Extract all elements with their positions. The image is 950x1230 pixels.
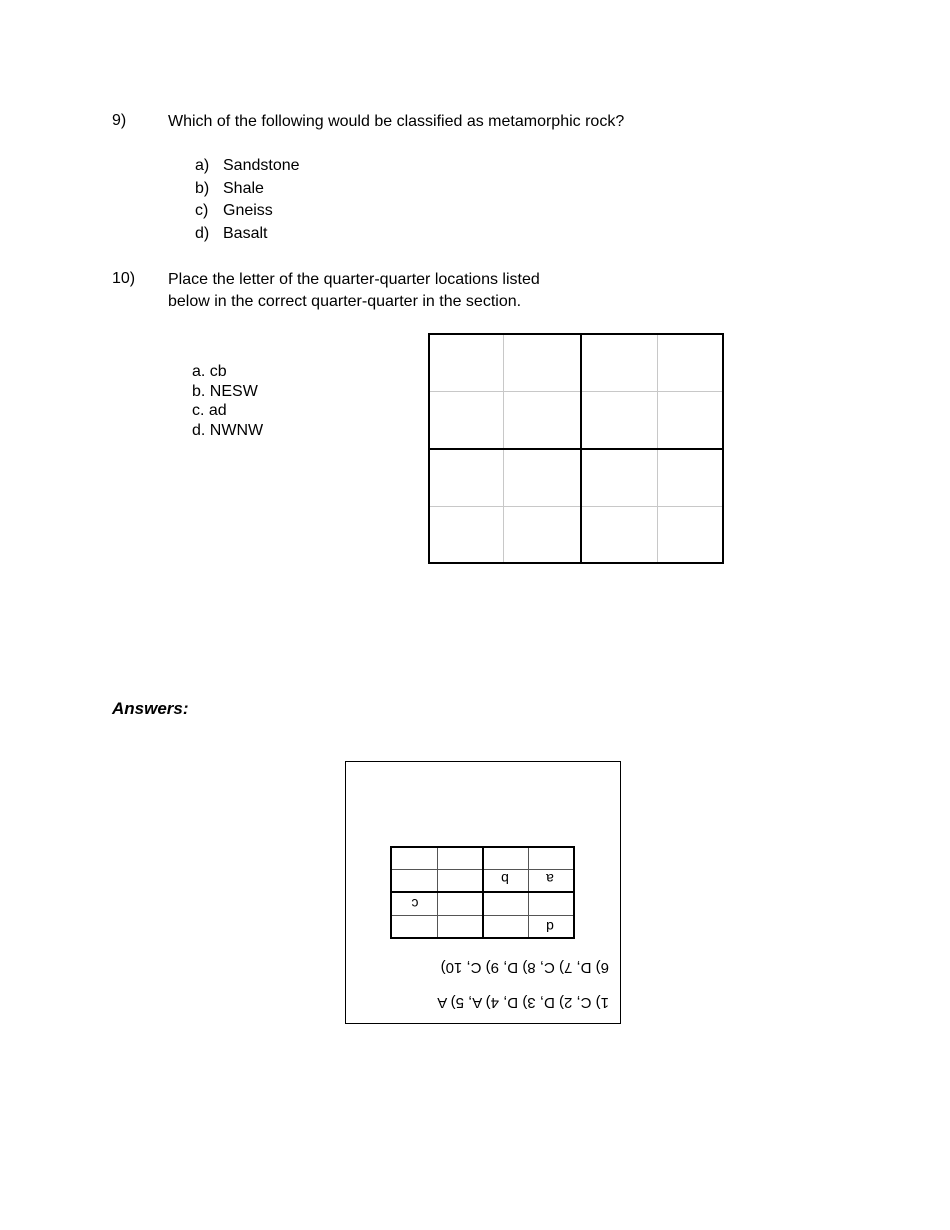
- option-label: Gneiss: [223, 202, 273, 219]
- location-item: b. NESW: [192, 383, 258, 400]
- answer-grid-letter-d: d: [546, 919, 554, 935]
- option-label: Shale: [223, 180, 264, 197]
- question-9-number: 9): [112, 112, 127, 129]
- answer-grid-letter-a: a: [546, 871, 554, 887]
- option-letter: d): [195, 225, 210, 242]
- option-label: Basalt: [223, 225, 268, 242]
- section-grid: [428, 333, 724, 564]
- grid-line: [430, 448, 722, 450]
- answer-key-box: [345, 761, 621, 1024]
- answer-line-1: 1) C, 2) D, 3) D, 4) A, 5) A: [437, 994, 609, 1011]
- option-b: [195, 180, 264, 198]
- question-10-text-line2: below in the correct quarter-quarter in the section.: [168, 293, 522, 310]
- option-letter: b): [195, 180, 210, 197]
- question-10-number: 10): [112, 270, 136, 287]
- grid-line: [430, 506, 722, 507]
- location-item: a. cb: [192, 363, 227, 380]
- answer-grid-letter-b: b: [501, 871, 509, 887]
- answer-key-upside-down: [346, 762, 620, 1023]
- option-a: [195, 157, 300, 175]
- question-10-text-line1: Place the letter of the quarter-quarter locations listed: [168, 271, 540, 288]
- grid-line: [392, 891, 573, 893]
- option-d: [195, 225, 267, 243]
- answer-line-2: 6) D, 7) C, 8) D, 9) C, 10): [440, 959, 609, 976]
- location-item: d. NWNW: [192, 422, 264, 439]
- answers-heading: Answers:: [112, 699, 189, 718]
- question-9-text: Which of the following would be classified as metamorphic rock?: [168, 113, 625, 130]
- option-letter: a): [195, 157, 210, 174]
- grid-line: [430, 391, 722, 392]
- option-c: [195, 202, 273, 220]
- location-item: c. ad: [192, 402, 227, 419]
- option-label: Sandstone: [223, 157, 300, 174]
- option-letter: c): [195, 202, 209, 219]
- answer-grid: [390, 846, 575, 939]
- answer-grid-letter-c: c: [411, 896, 419, 912]
